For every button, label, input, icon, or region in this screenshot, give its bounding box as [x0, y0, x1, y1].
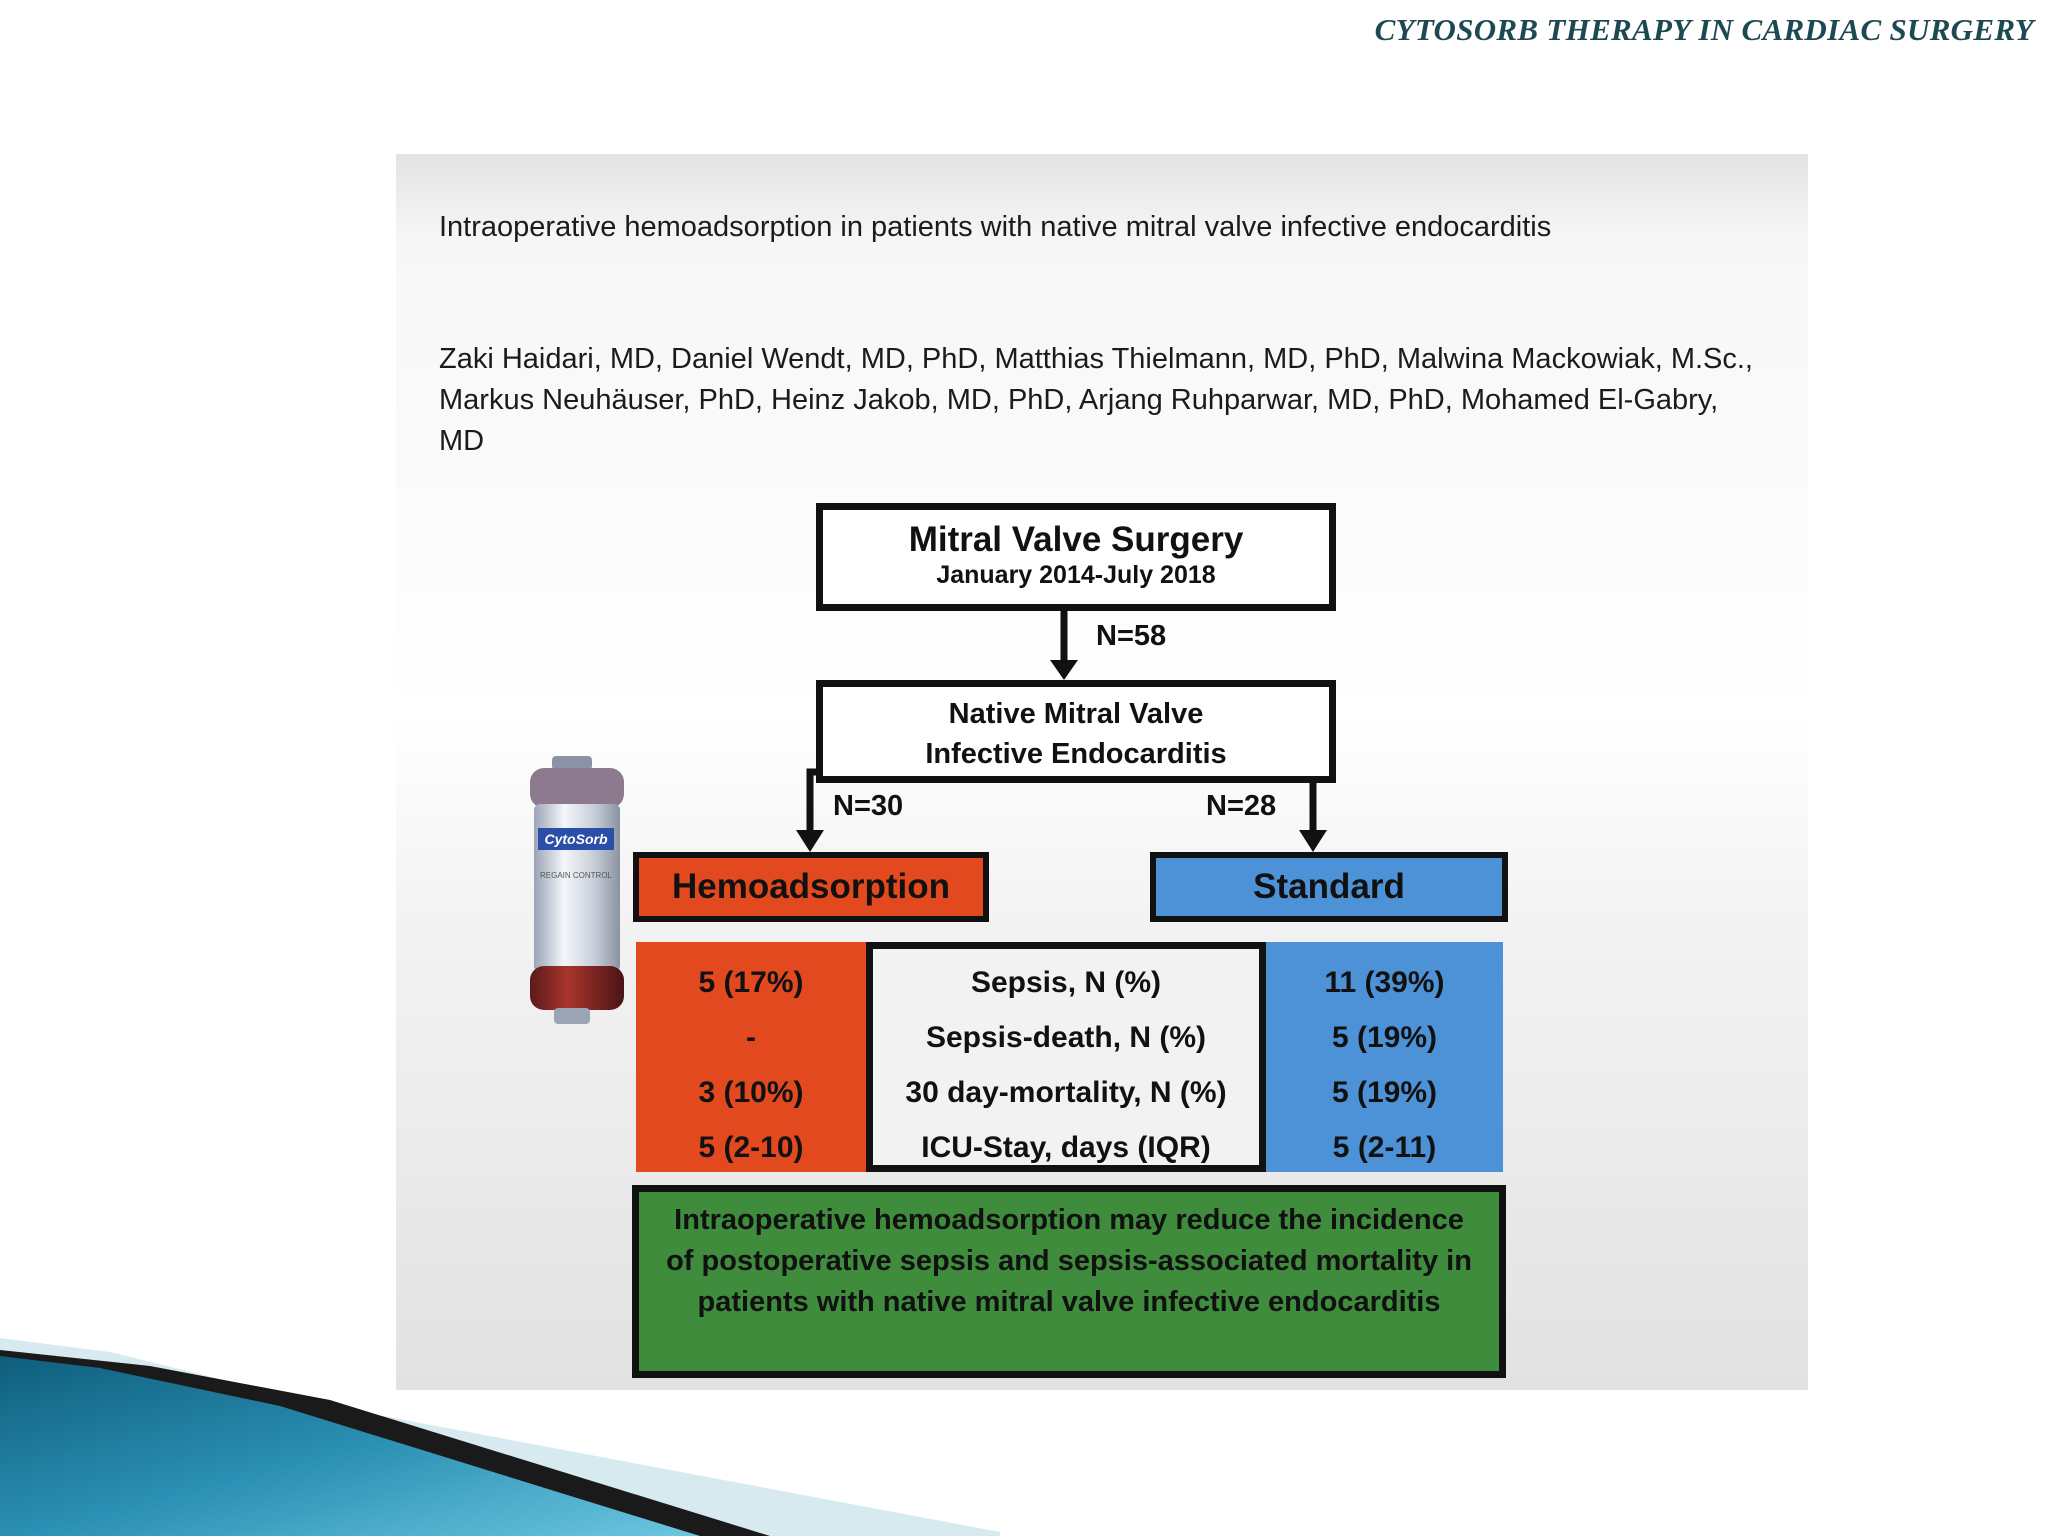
conclusion-box: Intraoperative hemoadsorption may reduce the incidence of postoperative sepsis and sepsis-associated mortality in patients with native mitral valve infective endocarditis [632, 1185, 1506, 1378]
hemoadsorption-group-box: Hemoadsorption [633, 852, 989, 922]
box2-line1: Native Mitral Valve [948, 698, 1204, 730]
hemoadsorption-values-column [636, 942, 866, 1172]
std-value-icu-stay: 5 (2-11) [1332, 1131, 1437, 1164]
label-30day-mortality: 30 day-mortality, N (%) [905, 1076, 1227, 1109]
box1-subtitle: January 2014-July 2018 [936, 561, 1216, 589]
device-tagline: REGAIN CONTROL [539, 871, 613, 880]
hemo-value-icu-stay: 5 (2-10) [698, 1131, 804, 1164]
hemo-value-sepsis: 5 (17%) [698, 966, 804, 999]
box1-title: Mitral Valve Surgery [908, 520, 1244, 559]
study-figure-panel [396, 154, 1808, 1390]
std-value-30day-mortality: 5 (19%) [1331, 1076, 1438, 1109]
outcome-labels-column [866, 942, 1266, 1172]
device-brand: CytoSorb [544, 831, 608, 847]
paper-title: Intraoperative hemoadsorption in patients with native mitral valve infective endocarditis [439, 211, 1552, 243]
n-total-label: N=58 [1096, 620, 1167, 652]
native-mitral-valve-box [816, 680, 1336, 783]
slide-header: CYTOSORB THERAPY IN CARDIAC SURGERY [1374, 12, 2034, 47]
standard-group-box: Standard [1150, 852, 1508, 922]
mitral-valve-surgery-box [816, 503, 1336, 611]
box2-line2: Infective Endocarditis [925, 738, 1227, 770]
std-value-sepsis: 11 (39%) [1324, 966, 1445, 999]
hemo-value-sepsis-death: - [746, 1021, 756, 1054]
label-icu-stay: ICU-Stay, days (IQR) [921, 1131, 1211, 1164]
std-value-sepsis-death: 5 (19%) [1331, 1021, 1438, 1054]
n-std-label: N=28 [1206, 790, 1277, 822]
label-sepsis: Sepsis, N (%) [970, 966, 1162, 999]
label-sepsis-death: Sepsis-death, N (%) [925, 1021, 1207, 1054]
cytosorb-cartridge-image [522, 756, 632, 1026]
paper-authors: Zaki Haidari, MD, Daniel Wendt, MD, PhD, Matthias Thielmann, MD, PhD, Malwina Mackowiak, M.Sc., Markus Neuhäuser, PhD, Heinz Jakob, MD, PhD, Arjang Ruhparwar, MD, PhD, Mohamed El-Gabry, MD [439, 343, 1753, 457]
hemo-value-30day-mortality: 3 (10%) [698, 1076, 804, 1109]
standard-values-column [1266, 942, 1503, 1172]
n-hemo-label: N=30 [833, 790, 904, 822]
